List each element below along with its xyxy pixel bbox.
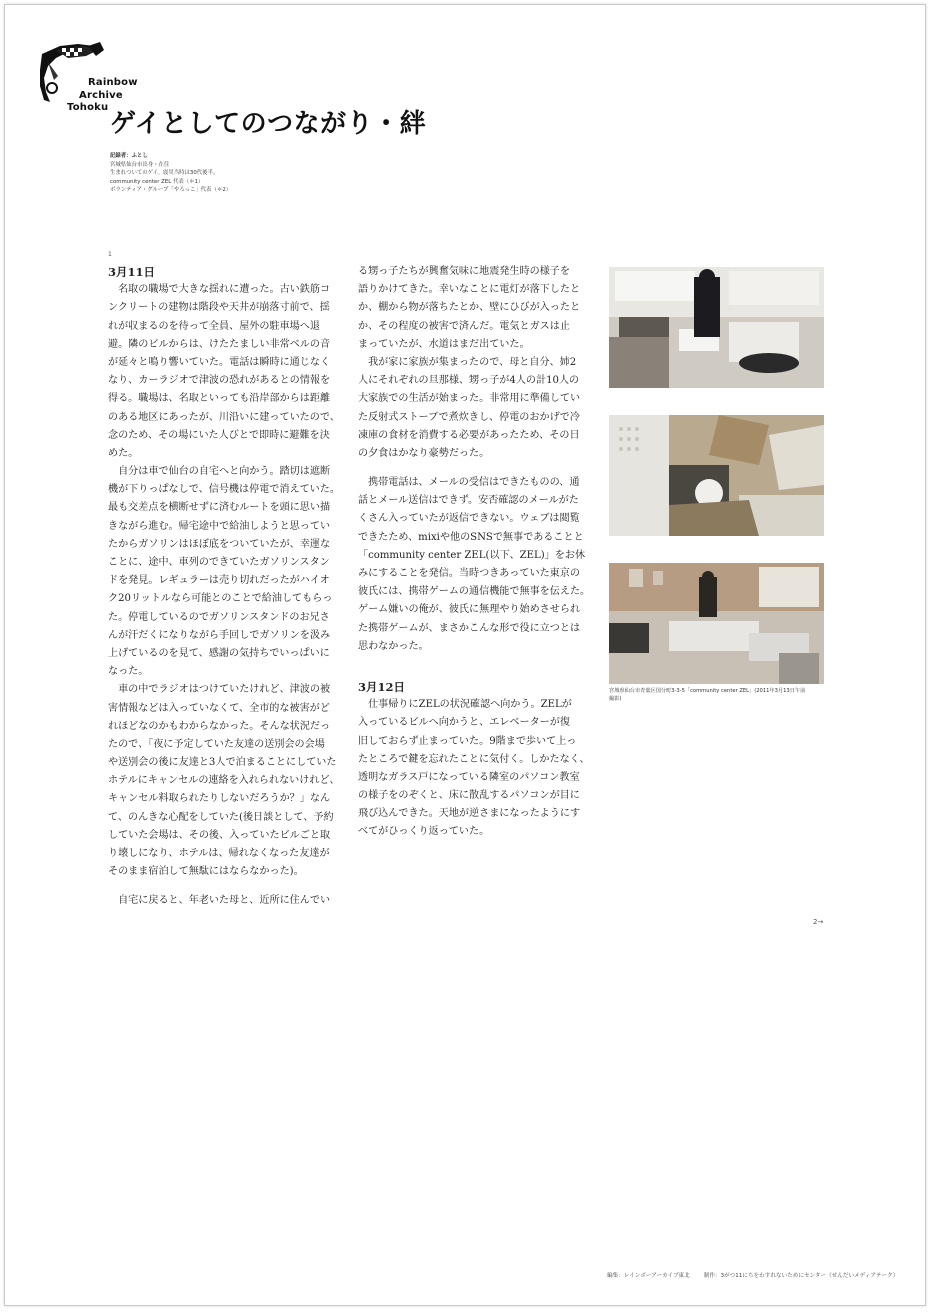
text-line: ドを発見。レギュラーは売り切れだったがハイオ	[108, 575, 330, 587]
page-title: ゲイとしてのつながり・絆	[110, 109, 427, 139]
text-line: る甥っ子たちが興奮気味に地震発生時の様子を	[358, 266, 570, 277]
section-heading-march-11: 3月11日	[108, 265, 156, 279]
text-line: たところで鍵を忘れたことに気付く。しかたなく、	[358, 753, 590, 765]
text-line: た。停電しているのでガソリンスタンドのお兄さ	[108, 611, 330, 623]
text-line: 携帯電話は、メールの受信はできたものの、通	[358, 477, 580, 489]
paragraph-gap	[108, 881, 328, 892]
text-line: まっていたが、水道はまだ出ていた。	[358, 338, 530, 350]
text-line: ク20リットルなら可能とのことで給油してもらっ	[108, 593, 333, 605]
text-line: そのまま宿泊して無駄にはならなかった)。	[108, 866, 304, 878]
text-line: 自宅に戻ると、年老いた母と、近所に住んでい	[108, 895, 331, 907]
byline-line: community center ZEL 代表（＊1）	[110, 178, 204, 185]
byline-line: 生まれついてのゲイ。震災当時は30代後半。	[110, 170, 219, 177]
text-line: が延々と鳴り響いていた。電話は瞬時に通じなく	[108, 356, 331, 368]
text-line: なり、カーラジオで津波の恐れがあるとの情報を	[108, 375, 331, 387]
text-line: 害情報などは入っていなくて、全市的な被害がど	[108, 702, 330, 714]
text-line: れが収まるのを待って全員、屋外の駐車場へ退	[108, 320, 320, 332]
text-line: 自分は車で仙台の自宅へと向かう。踏切は遮断	[108, 466, 331, 478]
text-line: ゲーム嫌いの俺が、彼氏に無理やり始めさせられ	[358, 604, 581, 616]
text-line: か、棚から物が落ちたとか、壁にひびが入ったと	[358, 302, 581, 314]
text-line: 仕事帰りにZELの状況確認へ向かう。ZELが	[358, 699, 572, 711]
next-page-link[interactable]: 2→	[813, 918, 824, 926]
text-line: 話とメール送信はできず。安否確認のメールがた	[358, 495, 579, 507]
text-line: ンクリートの建物は階段や天井が崩落寸前で、揺	[108, 302, 330, 314]
byline-line: 宮城県仙台市出身・在住	[110, 161, 170, 168]
paragraph-gap	[358, 463, 580, 474]
logo-text-archive: Archive	[79, 90, 123, 101]
text-line: ことに、途中、車列のできていたガソリンスタン	[108, 557, 330, 568]
text-line: 語りかけてきた。幸いなことに電灯が落下したと	[358, 284, 581, 296]
footer-editor: 編集：レインボーアーカイブ東北	[607, 1273, 690, 1279]
text-line: の様子をのぞくと、床に散乱するパソコンが目に	[358, 790, 580, 802]
text-line: んが汗だくになりながら手回しでガソリンを汲み	[108, 629, 331, 641]
text-line: て、のんきな心配をしていた(後日談として、予約	[108, 811, 334, 823]
text-line: きながら進む。帰宅途中で給油しようと思ってい	[108, 520, 331, 532]
page-number: 1	[108, 251, 112, 258]
text-line: 念のため、その場にいた人びとで即時に避難を決	[108, 429, 330, 441]
text-line: ホテルにキャンセルの連絡を入れられないけれど、	[108, 775, 340, 787]
text-line: たので、「夜に予定していた友達の送別会の会場	[108, 738, 325, 750]
caption-line: 宮城県仙台市青葉区国分町3-3-5「community center ZEL」(2011年3月13日午前	[609, 688, 806, 694]
text-line: 入っているビルへ向かうと、エレベーターが復	[358, 717, 570, 729]
text-line: 飛び込んできた。天地が逆さまになったようにす	[358, 808, 581, 820]
paragraph	[108, 681, 340, 881]
text-line: 透明なガラス戸になっている隣室のパソコン教室	[358, 771, 580, 783]
text-line: めた。	[108, 447, 139, 459]
photo-fallen-boxes	[609, 415, 824, 536]
paragraph	[358, 474, 591, 656]
text-line: 機が下りっぱなしで、信号機は停電で消えていた。	[108, 484, 340, 496]
text-line: た反射式ストーブで煮炊きし、停電のおかげで冷	[358, 411, 580, 423]
paragraph	[108, 463, 340, 681]
text-line: 凍庫の食材を消費する必要があったため、その日	[358, 429, 580, 441]
text-line: 名取の職場で大きな揺れに遭った。古い鉄筋コ	[108, 284, 331, 296]
text-line: みにすることを発信。当時つきあっていた東京の	[358, 568, 580, 579]
text-line: 避。隣のビルからは、けたたましい非常ベルの音	[108, 338, 331, 350]
text-line: た携帯ゲームが、まさかこんな形で役に立つとは	[358, 622, 581, 634]
paragraph	[358, 354, 580, 463]
text-line: 人にそれぞれの旦那様、甥っ子が4人の計10人の	[358, 375, 580, 387]
text-line: の夕食はかなり豪勢だった。	[358, 447, 490, 459]
text-line: れほどなのかもわからなかった。そんな状況だっ	[108, 720, 331, 732]
text-line: 我が家に家族が集まったので、母と自分、姉2	[358, 356, 577, 368]
text-line: 得る。職場は、名取といっても沿岸部からは距離	[108, 393, 331, 405]
byline-line: ボランティア・グループ「やろっこ」代表（＊2）	[110, 187, 232, 194]
logo-text-rainbow: Rainbow	[88, 77, 138, 88]
paragraph	[358, 263, 580, 354]
logo-text-tohoku: Tohoku	[67, 102, 109, 113]
text-line: できたため、mixiや他のSNSで無事であることと	[358, 531, 584, 543]
footer-producer: 制作：3がつ11にちをわすれないためにセンター（せんだいメディアテーク）	[703, 1273, 899, 1279]
byline-reporter: 記録者：ふとし	[110, 153, 148, 159]
text-line: か、その程度の被害で済んだ。電気とガスは止	[358, 320, 570, 332]
paragraph	[358, 696, 590, 842]
text-line: なった。	[108, 666, 149, 678]
text-line: べてがひっくり返っていた。	[358, 826, 490, 838]
rainbow-archive-logo	[38, 40, 148, 112]
text-line: していた会場は、その後、入っていたビルごと取	[108, 829, 331, 841]
paragraph-gap	[358, 656, 580, 678]
text-line: 車の中でラジオはつけていたけれど、津波の被	[108, 684, 331, 696]
text-line: 思わなかった。	[358, 640, 429, 652]
byline	[110, 152, 231, 195]
paragraph	[108, 281, 340, 463]
text-line: 旧しておらず止まっていた。9階まで歩いて上っ	[358, 735, 577, 747]
text-line: 彼氏には、携帯ゲームの通信機能で無事を伝えた。	[358, 586, 591, 598]
photo-office-with-person	[609, 267, 824, 388]
photo-caption	[609, 687, 827, 704]
text-line: たからガソリンはほぼ底をついていたが、幸運な	[108, 538, 331, 550]
section-heading-march-12: 3月12日	[358, 679, 406, 694]
text-line: り壊しになり、ホテルは、帰れなくなった友達が	[108, 848, 330, 859]
text-line: 大家族での生活が始まった。非常用に準備してい	[358, 393, 581, 405]
text-line: のある地区にあったが、川沿いに建っていたので、	[108, 411, 340, 423]
caption-line: 撮影)	[609, 696, 622, 703]
text-line: 最も交差点を横断せずに済むルートを頭に思い描	[108, 502, 331, 514]
text-line: キャンセル料取られたりしないだろうか？」なん	[108, 793, 331, 805]
left-column	[108, 263, 340, 911]
middle-column	[358, 263, 591, 842]
text-line: 「community center ZEL(以下、ZEL)」をお休	[358, 549, 586, 561]
text-line: くさん入っていたが返信できない。ウェブは閲覧	[358, 513, 580, 525]
footer-credits	[607, 1271, 898, 1279]
paragraph	[108, 892, 331, 910]
text-line: や送別会の後に友達と3人で泊まることにしていた	[108, 757, 337, 769]
text-line: 上げているのを見て、感謝の気持ちでいっぱいに	[108, 647, 330, 659]
photo-office-interior	[609, 563, 824, 684]
